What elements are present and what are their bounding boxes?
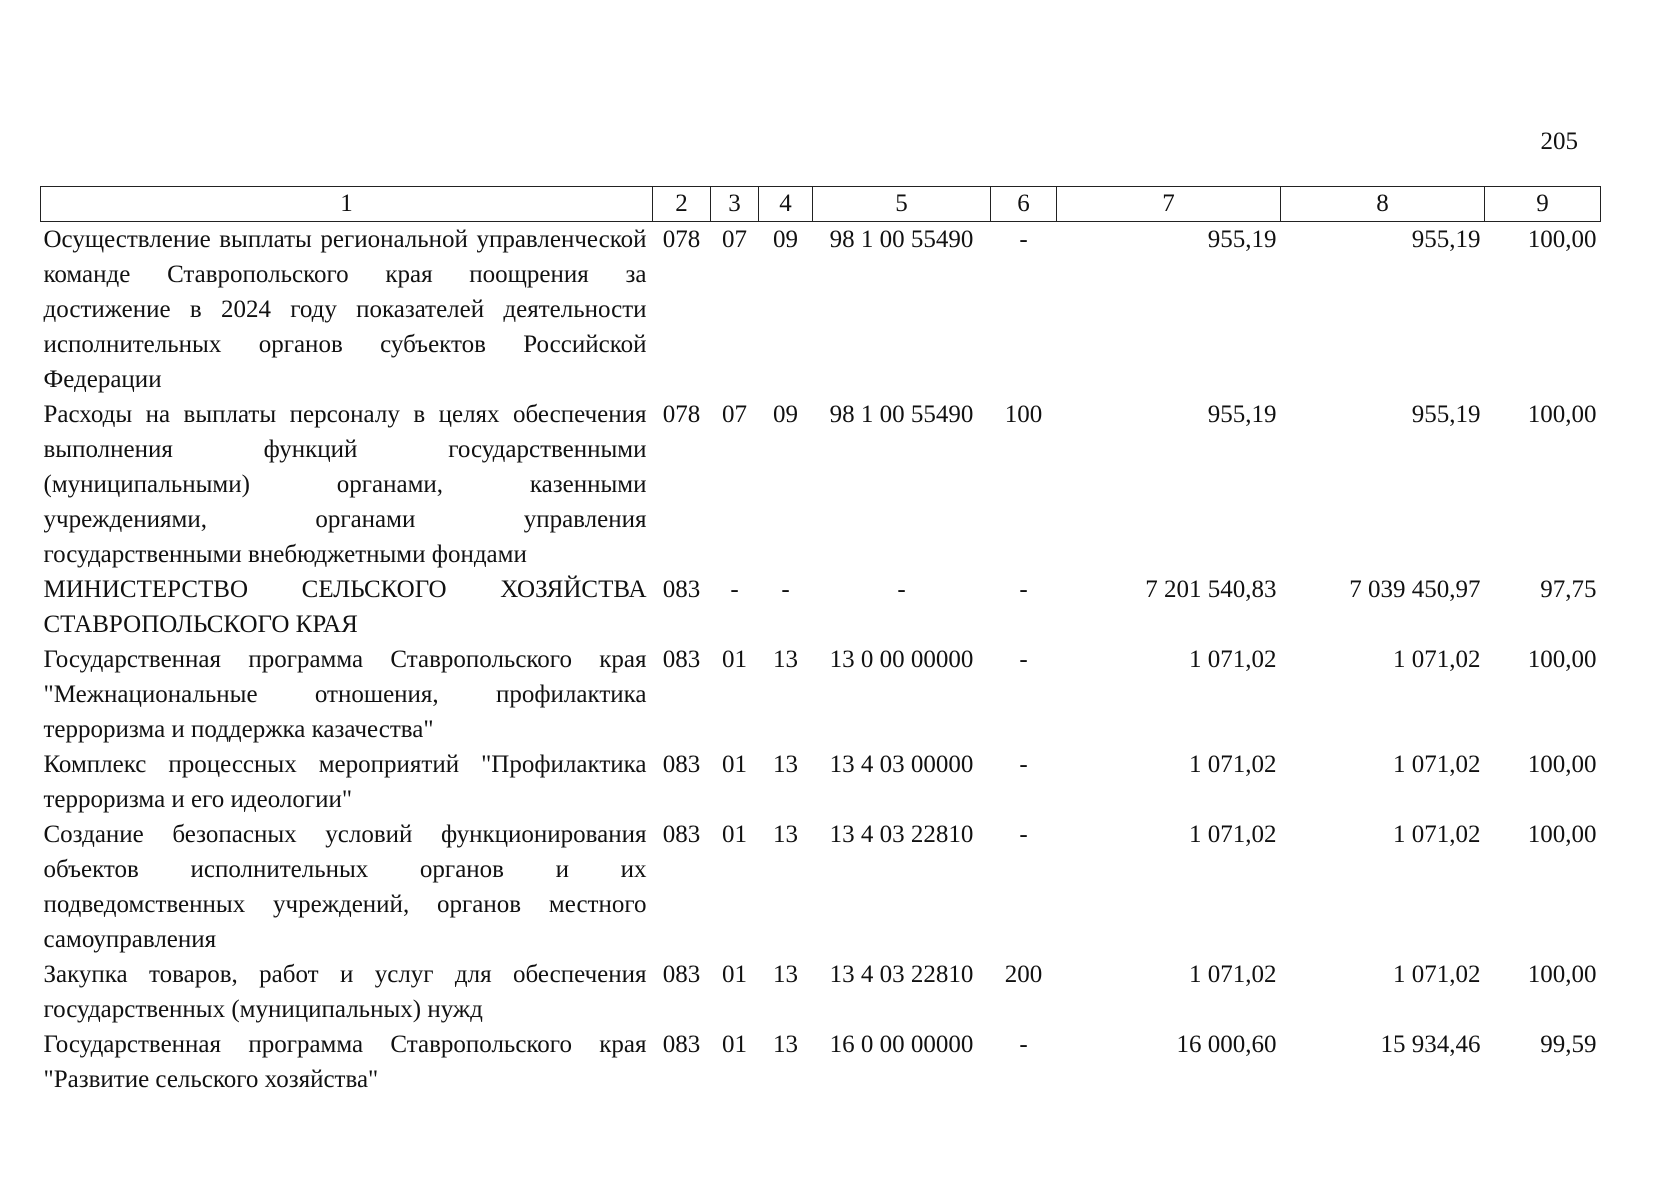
row-target-item: 98 1 00 55490 bbox=[829, 401, 974, 428]
row-col7-amount: 1 071,02 bbox=[1189, 646, 1277, 673]
row-col8-amount: 1 071,02 bbox=[1393, 961, 1481, 988]
row-percent: 100,00 bbox=[1527, 821, 1597, 848]
row-target-item: - bbox=[897, 576, 906, 603]
row-percent: 100,00 bbox=[1527, 226, 1597, 253]
row-subsection: 13 bbox=[773, 646, 798, 673]
row-col8-amount: 1 071,02 bbox=[1393, 646, 1481, 673]
table-header bbox=[41, 187, 1601, 222]
row-col7-amount: 7 201 540,83 bbox=[1145, 576, 1277, 603]
row-section: 07 bbox=[722, 226, 747, 253]
row-ministry-code: 078 bbox=[662, 226, 701, 253]
row-col7-amount: 1 071,02 bbox=[1189, 751, 1277, 778]
row-col7-amount: 1 071,02 bbox=[1189, 821, 1277, 848]
table-row bbox=[41, 747, 1601, 817]
row-percent: 99,59 bbox=[1540, 1031, 1597, 1058]
column-header-9: 9 bbox=[1485, 187, 1601, 222]
row-name: Закупка товаров, работ и услуг для обеспечения государственных (муниципальных) нужд bbox=[43, 961, 647, 1023]
row-col7-amount: 955,19 bbox=[1207, 226, 1277, 253]
row-col7-amount: 955,19 bbox=[1207, 401, 1277, 428]
row-ministry-code: 083 bbox=[662, 751, 701, 778]
row-ministry-code: 083 bbox=[662, 1031, 701, 1058]
row-expense-type: - bbox=[1019, 751, 1028, 778]
table-row bbox=[41, 817, 1601, 957]
row-name: Государственная программа Ставропольского края "Межнациональные отношения, профилактика терроризма и поддержка казачества" bbox=[43, 646, 647, 743]
row-expense-type: - bbox=[1019, 226, 1028, 253]
row-col8-amount: 1 071,02 bbox=[1393, 751, 1481, 778]
row-percent: 97,75 bbox=[1540, 576, 1597, 603]
row-ministry-code: 083 bbox=[662, 646, 701, 673]
row-target-item: 13 4 03 22810 bbox=[829, 961, 974, 988]
column-header-6: 6 bbox=[991, 187, 1057, 222]
header-row bbox=[41, 187, 1601, 222]
row-percent: 100,00 bbox=[1527, 646, 1597, 673]
row-percent: 100,00 bbox=[1527, 961, 1597, 988]
table-row bbox=[41, 572, 1601, 642]
row-expense-type: - bbox=[1019, 646, 1028, 673]
row-col8-amount: 15 934,46 bbox=[1380, 1031, 1481, 1058]
row-col8-amount: 1 071,02 bbox=[1393, 821, 1481, 848]
column-header-3: 3 bbox=[711, 187, 759, 222]
column-header-1: 1 bbox=[41, 187, 653, 222]
row-name: Осуществление выплаты региональной управленческой команде Ставропольского края поощрения за достижение в 2024 году показателей деятельности исполнительных органов субъектов Российской Федерации bbox=[43, 226, 647, 393]
row-ministry-code: 078 bbox=[662, 401, 701, 428]
column-header-7: 7 bbox=[1057, 187, 1281, 222]
row-ministry-code: 083 bbox=[662, 961, 701, 988]
row-subsection: 13 bbox=[773, 821, 798, 848]
row-name: Государственная программа Ставропольского края "Развитие сельского хозяйства" bbox=[43, 1031, 647, 1093]
table-row bbox=[41, 1027, 1601, 1097]
row-col7-amount: 16 000,60 bbox=[1176, 1031, 1277, 1058]
row-target-item: 13 4 03 00000 bbox=[829, 751, 974, 778]
row-name: Создание безопасных условий функционирования объектов исполнительных органов и их подведомственных учреждений, органов местного самоуправления bbox=[43, 821, 647, 953]
row-section: 01 bbox=[722, 751, 747, 778]
row-target-item: 98 1 00 55490 bbox=[829, 226, 974, 253]
table-body bbox=[41, 222, 1601, 1098]
column-header-4: 4 bbox=[759, 187, 813, 222]
row-percent: 100,00 bbox=[1527, 751, 1597, 778]
row-subsection: - bbox=[781, 576, 790, 603]
table-row bbox=[41, 397, 1601, 572]
row-col7-amount: 1 071,02 bbox=[1189, 961, 1277, 988]
row-col8-amount: 955,19 bbox=[1411, 226, 1481, 253]
row-subsection: 13 bbox=[773, 1031, 798, 1058]
row-subsection: 13 bbox=[773, 961, 798, 988]
row-expense-type: 200 bbox=[1004, 961, 1043, 988]
table-row bbox=[41, 222, 1601, 398]
row-expense-type: 100 bbox=[1004, 401, 1043, 428]
column-header-8: 8 bbox=[1281, 187, 1485, 222]
row-subsection: 09 bbox=[773, 226, 798, 253]
row-name: Расходы на выплаты персоналу в целях обеспечения выполнения функций государственными (муниципальными) органами, казенными учреждениями, органами управления государственными внебюджетными фондами bbox=[43, 401, 647, 568]
row-expense-type: - bbox=[1019, 576, 1028, 603]
row-expense-type: - bbox=[1019, 821, 1028, 848]
row-section: 01 bbox=[722, 646, 747, 673]
row-section: - bbox=[730, 576, 739, 603]
row-section: 01 bbox=[722, 961, 747, 988]
row-percent: 100,00 bbox=[1527, 401, 1597, 428]
row-section: 01 bbox=[722, 821, 747, 848]
row-name: Комплекс процессных мероприятий "Профилактика терроризма и его идеологии" bbox=[43, 751, 647, 813]
row-subsection: 13 bbox=[773, 751, 798, 778]
row-name: МИНИСТЕРСТВО СЕЛЬСКОГО ХОЗЯЙСТВА СТАВРОПОЛЬСКОГО КРАЯ bbox=[43, 576, 647, 638]
row-target-item: 13 4 03 22810 bbox=[829, 821, 974, 848]
budget-table bbox=[40, 186, 1601, 1097]
row-target-item: 13 0 00 00000 bbox=[829, 646, 974, 673]
column-header-2: 2 bbox=[653, 187, 711, 222]
column-header-5: 5 bbox=[813, 187, 991, 222]
row-target-item: 16 0 00 00000 bbox=[829, 1031, 974, 1058]
row-col8-amount: 955,19 bbox=[1411, 401, 1481, 428]
row-section: 01 bbox=[722, 1031, 747, 1058]
page-number: 205 bbox=[1540, 128, 1578, 155]
row-ministry-code: 083 bbox=[662, 576, 701, 603]
table-row bbox=[41, 957, 1601, 1027]
table-row bbox=[41, 642, 1601, 747]
row-ministry-code: 083 bbox=[662, 821, 701, 848]
row-section: 07 bbox=[722, 401, 747, 428]
row-expense-type: - bbox=[1019, 1031, 1028, 1058]
row-subsection: 09 bbox=[773, 401, 798, 428]
row-col8-amount: 7 039 450,97 bbox=[1349, 576, 1481, 603]
